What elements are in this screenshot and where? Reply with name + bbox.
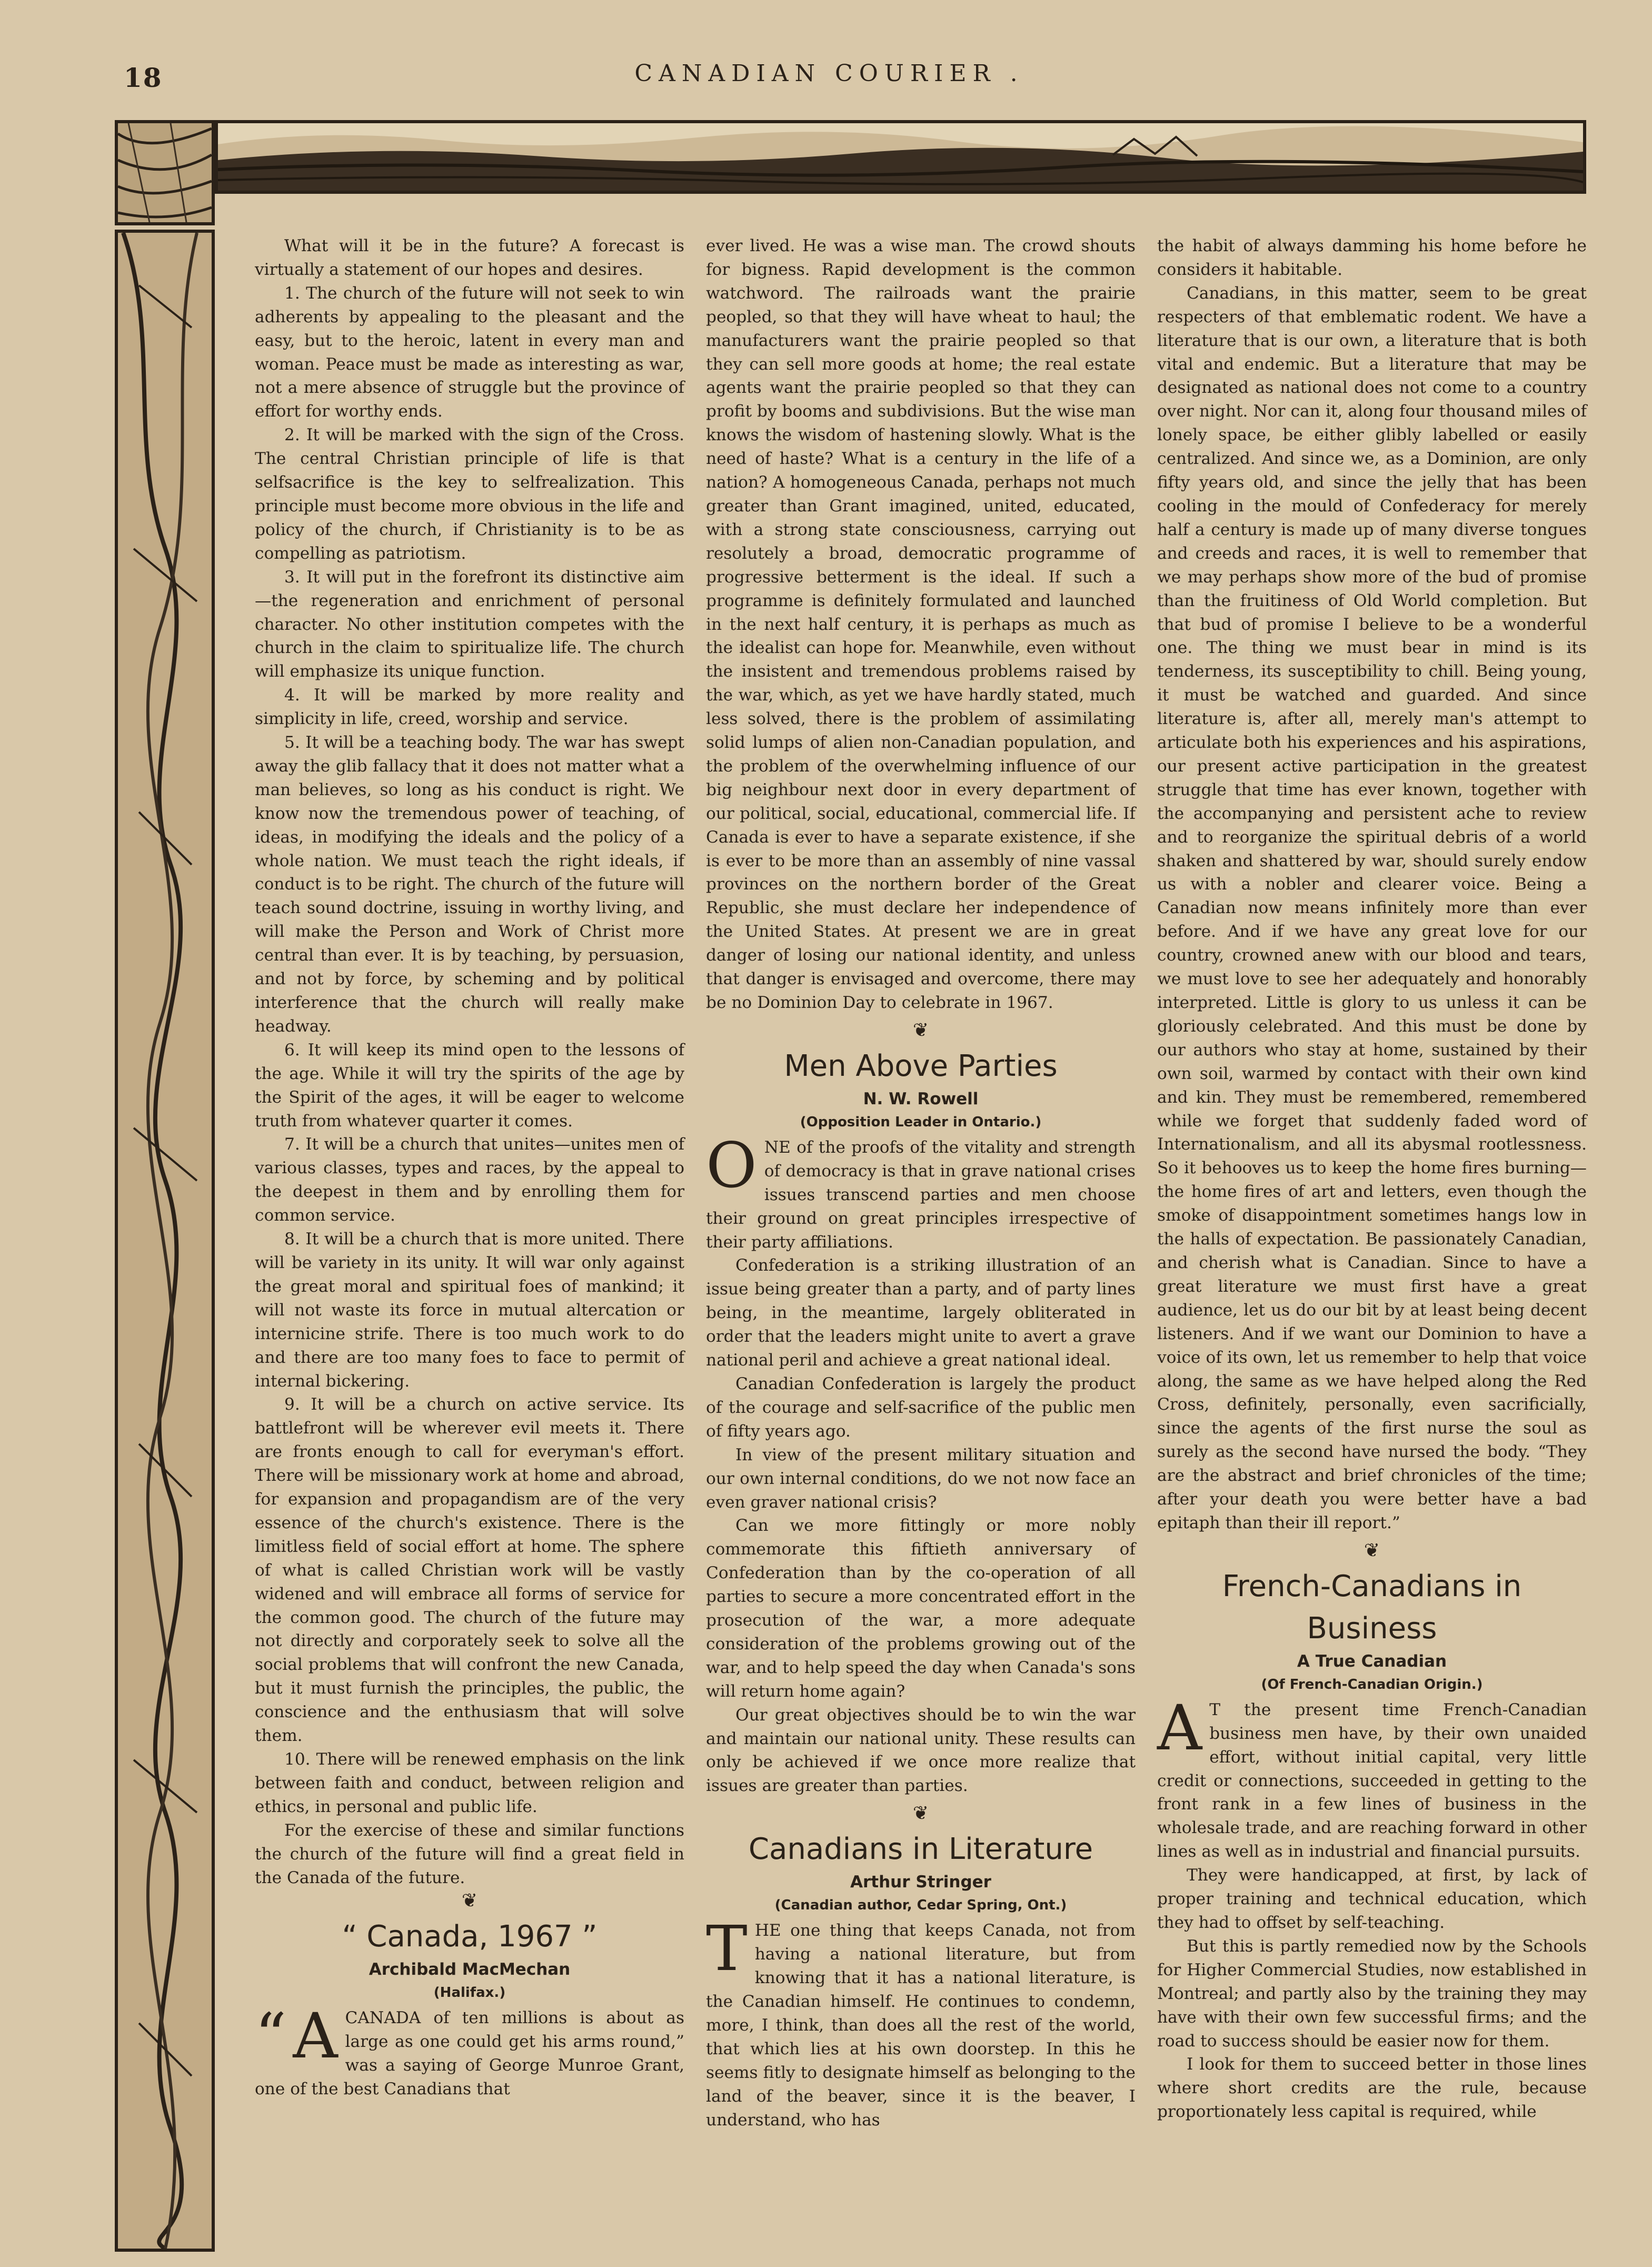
article-paragraph: They were handicapped, at first, by lack of proper training and technical education, which they had to offset by self-teaching.	[1157, 1866, 1587, 1932]
opening-quote: “	[255, 1999, 287, 2073]
article-author: N. W. Rowell	[863, 1089, 979, 1108]
article-paragraph: Confederation is a striking illustration of an issue being greater than a party, and of party lines being, in the meantime, largely obliterated in order that the leaders might unite to avert a grave national peril and achieve a great national ideal.	[706, 1256, 1136, 1370]
author-note: (Of French-Canadian Origin.)	[1261, 1676, 1483, 1692]
list-item: 5. It will be a teaching body. The war has swept away the glib fallacy that it does not matter what a man believes, so long as his conduct is right. We know now the tremendous power of teaching, of ideas, in modifying the ideals and the policy of a whole nation. We must teach the right ideals, if conduct is to be right. The church of the future will teach sound doctrine, issuing in worthy living, and will make the Person and Work of Christ more central than ever. It is by teaching, by persuasion, and not by force, by scheming and by political interference that the church will really make headway.	[255, 733, 684, 1036]
article-body	[255, 1999, 684, 2101]
article-headline: “ Canada, 1967 ”	[342, 1919, 598, 1954]
list-item: 10. There will be renewed emphasis on the link between faith and conduct, between religion and ethics, in personal and public life.	[255, 1750, 684, 1816]
article-headline: Canadians in Literature	[748, 1832, 1093, 1867]
list-item: 3. It will put in the forefront its distinctive aim—the regeneration and enrichment of personal character. No other institution competes with the church in the claim to spiritualize life. The church will emphasize its unique function.	[255, 567, 684, 681]
masthead-title: CANADIAN COURIER	[634, 60, 997, 87]
column-3	[1157, 234, 1587, 2124]
article-paragraph: Can we more fittingly or more nobly commemorate this fiftieth anniversary of Confederation than by the co-operation of all parties to secure a more concentrated effort in the prosecution of the war, a more adequate consideration of the problems growing out of the war, and to help speed the day when Canada's sons will return home again?	[706, 1516, 1136, 1701]
article-author: A True Canadian	[1297, 1651, 1447, 1671]
article-text: HE one thing that keeps Canada, not from having a national literature, but from knowing that it has a national literature, is the Canadian himself. He continues to condemn, more, I think, than does all the rest of the world, that which lies at his own doorstep. In this he seems fitly to designate himself as belonging to the land of the beaver, since it is the beaver, I understand, who has	[706, 1921, 1136, 2130]
author-note: (Opposition Leader in Ontario.)	[800, 1114, 1042, 1130]
article-text: CANADA of ten millions is about as large as one could get his arms round,” was a saying of George Munroe Grant, one of the best Canadians that	[255, 2008, 684, 2099]
decorative-side-border	[115, 230, 215, 2252]
article-author: Arthur Stringer	[850, 1873, 991, 1892]
fleuron-ornament: ❦	[912, 1803, 929, 1825]
article-author: Archibald MacMechan	[369, 1960, 571, 1979]
continued-paragraph: ever lived. He was a wise man. The crowd shouts for bigness. Rapid development is the common watchword. The railroads want the prairie peopled, so that they will have wheat to haul; the manufacturers want the prairie peopled so that they can sell more goods at home; the real estate agents want the prairie peopled so that they can profit by booms and subdivisions. But the wise man knows the wisdom of hastening slowly. What is the need of haste? What is a century in the life of a nation? A homogeneous Canada, perhaps not much greater than Grant imagined, united, educated, with a strong state consciousness, carrying out resolutely a broad, democratic programme of progressive betterment is the ideal. If such a programme is definitely formulated and launched in the next half century, it is perhaps as much as the idealist can hope for. Meanwhile, even without the insistent and tremendous problems raised by the war, which, as yet we have hardly stated, much less solved, there is the problem of assimilating solid lumps of alien non-Canadian population, and the problem of the overwhelming influence of our big neighbour next door in every department of our political, social, educational, commercial life. If Canada is ever to have a separate existence, if she is ever to be more than an assembly of nine vassal provinces on the northern border of the Great Republic, she must declare her independence of the United States. At present we are in great danger of losing our national identity, and unless that danger is envisaged and overcome, there may be no Dominion Day to celebrate in 1967.	[706, 236, 1136, 1012]
article-headline: Men Above Parties	[784, 1048, 1058, 1083]
list-item: 4. It will be marked by more reality and simplicity in life, creed, worship and service.	[255, 686, 684, 729]
corner-ornament	[115, 120, 215, 225]
fleuron-ornament: ❦	[461, 1890, 478, 1912]
drop-cap: T	[706, 1912, 748, 1985]
intro-paragraph: What will it be in the future? A forecast is virtually a statement of our hopes and desires.	[255, 236, 684, 279]
fleuron-ornament: ❦	[912, 1019, 929, 1041]
drop-cap: A	[1157, 1691, 1202, 1764]
article-paragraph: In view of the present military situation and our own internal conditions, do we not now face an even graver national crisis?	[706, 1445, 1136, 1512]
list-item: 8. It will be a church that is more united. There will be variety in its unity. It will war only against the great moral and spiritual foes of mankind; it will not waste its force in mutual altercation or internicine strife. There is too much work to do and there are too many foes to face to permit of internal bickering.	[255, 1230, 684, 1391]
article-text: NE of the proofs of the vitality and strength of democracy is that in grave national crises issues transcend parties and men choose their ground on great principles irrespective of their party affiliations.	[706, 1137, 1136, 1252]
article-paragraph: Our great objectives should be to win the war and maintain our national unity. These results can only be achieved if we once more realize that issues are greater than parties.	[706, 1705, 1136, 1796]
page-number: 18	[124, 62, 163, 93]
drop-cap: A	[293, 1999, 338, 2073]
article-text: T the present time French-Canadian business men have, by their own unaided effort, without initial capital, very little credit or connections, succeeded in getting to the front rank in a few lines of business in the wholesale trade, and are reaching forward in other lines as well as in industrial and financial pursuits.	[1157, 1700, 1587, 1862]
article-paragraph: Canadians, in this matter, seem to be great respecters of that emblematic rodent. We have a literature that is our own, a literature that is both vital and endemic. But a literature that may be designated as national does not come to a country over night. Nor can it, along four thousand miles of lonely space, be either glibly labelled or easily centralized. And since we, as a Dominion, are only fifty years old, and since the jelly that has been cooling in the mould of Confederacy for merely half a century is made up of many diverse tongues and creeds and races, it is well to remember that we may perhaps show more of the bud of promise than the fruitiness of Old World completion. But that bud of promise I believe to be a wonderful one. The thing we must bear in mind is its tenderness, its susceptibility to chill. Being young, it must be watched and guarded. And since literature is, after all, merely man's attempt to articulate both his experiences and his aspirations, our present active participation in the greatest struggle that time has ever known, together with the accompanying and persistent ache to review and to reorganize the spiritual debris of a world shaken and shattered by war, should surely endow us with a nobler and clearer voice. Being a Canadian now means infinitely more than ever before. And if we have any great love for our country, crowned anew with our blood and tears, we must love to see her adequately and honorably interpreted. Little is glory to us unless it can be gloriously celebrated. And this must be done by our authors who stay at home, sustained by their own soil, warmed by contact with their own kind and kin. They must be remembered, remembered while we forget that suddenly faded word of Internationalism, and all its abysmal rootlessness. So it behooves us to keep the home fires burning—the home fires of art and letters, even though the smoke of disappointment sometimes hangs low in the halls of expectation. Be passionately Canadian, and cherish what is Canadian. Since to have a great literature we must first have a great audience, let us do our bit by at least being decent listeners. And if we want our Dominion to have a voice of its own, let us remember to help that voice along, the same as we have helped along the Red Cross, definitely, personally, even sacrificially, since the agents of the first nurse the soul as surely as the second have nursed the body. “They are the abstract and brief chronicles of the time; after your death you were better have a bad epitaph than their ill report.”	[1157, 283, 1587, 1532]
list-item: 6. It will keep its mind open to the lessons of the age. While it will try the spirits of the age by the Spirit of the ages, it will be eager to welcome truth from whatever quarter it comes.	[255, 1040, 684, 1131]
masthead	[0, 60, 1652, 87]
article-body	[706, 1912, 1136, 2132]
continued-paragraph: the habit of always damming his home before he considers it habitable.	[1157, 236, 1587, 279]
list-item: 9. It will be a church on active service. Its battlefront will be wherever evil meets it. There are fronts enough to call for everyman's effort. There will be missionary work at home and abroad, for expansion and propagandism are of the very essence of the church's existence. There is the limitless field of social effort at home. The sphere of what is called Christian work will be vastly widened and will embrace all forms of service for the common good. The church of the future may not directly and corporately seek to solve all the social problems that will confront the new Canada, but it must furnish the principles, the public, the conscience and the enthusiasm that will solve them.	[255, 1395, 684, 1746]
article-paragraph: But this is partly remedied now by the Schools for Higher Commercial Studies, now established in Montreal; and partly also by the training they may have with their own few successful firms; and the road to success should be easier now for them.	[1157, 1936, 1587, 2051]
article-paragraph: Canadian Confederation is largely the product of the courage and self-sacrifice of the public men of fifty years ago.	[706, 1374, 1136, 1441]
article-body	[706, 1128, 1136, 1254]
article-body	[1157, 1691, 1587, 1864]
list-item: 7. It will be a church that unites—unites men of various classes, types and races, by the appeal to the deepest in them and by enrolling them for common service.	[255, 1135, 684, 1225]
column-2	[706, 234, 1136, 2132]
author-note: (Canadian author, Cedar Spring, Ont.)	[774, 1897, 1067, 1914]
fleuron-ornament: ❦	[1364, 1539, 1380, 1561]
article-headline: French-Canadians in Business	[1222, 1569, 1522, 1646]
drop-cap: O	[706, 1128, 757, 1202]
author-note: (Halifax.)	[433, 1985, 506, 2001]
list-item: 2. It will be marked with the sign of the Cross. The central Christian principle of life is that selfsacrifice is the key to selfrealization. This principle must become more obvious in the life and policy of the church, if Christianity is to be as compelling as patriotism.	[255, 425, 684, 563]
landscape-banner	[215, 120, 1586, 194]
column-1	[255, 234, 684, 2101]
closing-paragraph: For the exercise of these and similar functions the church of the future will find a great field in the Canada of the future.	[255, 1820, 684, 1887]
list-item: 1. The church of the future will not seek to win adherents by appealing to the pleasant and the easy, but to the heroic, latent in every man and woman. Peace must be made as interesting as war, not a mere absence of struggle but the province of effort for worthy ends.	[255, 283, 684, 421]
masthead-dot: .	[1010, 60, 1018, 87]
article-paragraph: I look for them to succeed better in those lines where short credits are the rule, because proportionately less capital is required, while	[1157, 2055, 1587, 2122]
